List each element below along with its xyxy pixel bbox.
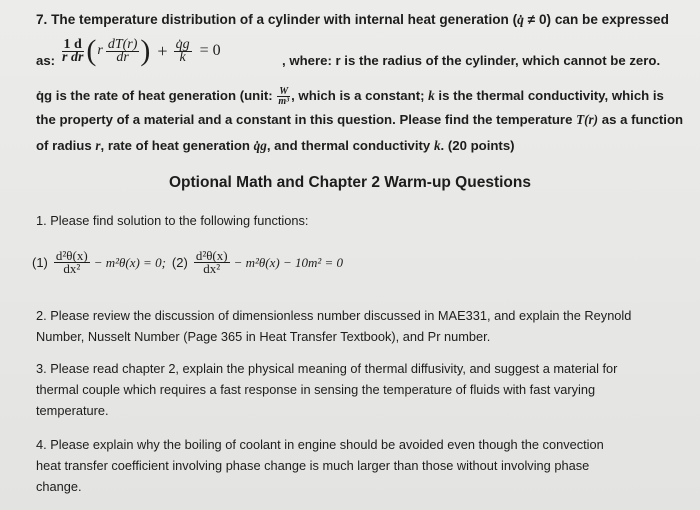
eq-left-paren: ( bbox=[86, 34, 97, 67]
unit-w-per-m3 bbox=[276, 87, 291, 106]
eq-frac1-den: r dr bbox=[62, 49, 84, 65]
question-7-line-4 bbox=[36, 112, 683, 128]
unit-num: W bbox=[279, 86, 289, 97]
optional-q3-line-2: thermal couple which requires a fast response in sensing the temperature of fluids with fast varying bbox=[36, 382, 596, 397]
points-text: . (20 points) bbox=[440, 138, 515, 153]
optional-q4-line-1: 4. Please explain why the boiling of coolant in engine should be avoided even though the convection bbox=[36, 437, 604, 452]
optional-q3-line-1: 3. Please read chapter 2, explain the physical meaning of thermal diffusivity, and suggest a material for bbox=[36, 361, 618, 376]
eq-right-paren: ) bbox=[140, 34, 151, 67]
eq1-label: (1) bbox=[32, 255, 48, 270]
unit-den: m³ bbox=[278, 96, 290, 107]
question-7-line-3 bbox=[36, 87, 664, 106]
question-7-line-5 bbox=[36, 138, 515, 154]
optional-q2-line-2: Number, Nusselt Number (Page 365 in Heat Transfer Textbook), and Pr number. bbox=[36, 329, 491, 344]
eq2-num: d²θ(x) bbox=[195, 248, 228, 263]
optional-q1: 1. Please find solution to the following functions: bbox=[36, 213, 309, 228]
eq1-rest: − m²θ(x) = 0; bbox=[93, 254, 166, 270]
eq2-den: dx² bbox=[203, 261, 221, 276]
eq-equals-zero: = 0 bbox=[199, 42, 221, 59]
of-radius-text: of radius bbox=[36, 138, 92, 153]
eq2-rest: − m²θ(x) − 10m² = 0 bbox=[233, 254, 344, 270]
r-symbol: r bbox=[95, 138, 101, 153]
governing-equation bbox=[60, 36, 221, 66]
eq-frac1-num: 1 d bbox=[63, 36, 82, 52]
question-7-line-1 bbox=[36, 12, 669, 28]
eq1-den: dx² bbox=[63, 261, 81, 276]
q7-condition-text: ≠ 0) can be expressed bbox=[527, 12, 669, 27]
ode-equations bbox=[32, 250, 343, 275]
eq-qg-num: q̇g bbox=[175, 36, 190, 52]
eq-qg-den: k bbox=[179, 49, 186, 65]
constant-text: , which is a constant; bbox=[291, 87, 425, 103]
optional-q4-line-2: heat transfer coefficient involving phase change is much larger than those without involving phase bbox=[36, 458, 590, 473]
T-of-r-symbol: T(r) bbox=[576, 112, 599, 127]
eq-frac-qg-k bbox=[174, 36, 192, 65]
section-heading: Optional Math and Chapter 2 Warm-up Questions bbox=[169, 174, 531, 191]
as-label: as: bbox=[36, 53, 56, 68]
eq-dT-num: dT(r) bbox=[107, 36, 138, 52]
as-function-text: as a function bbox=[601, 112, 684, 127]
where-text: , where: r is the radius of the cylinder, which cannot be zero. bbox=[282, 53, 661, 68]
qdot-symbol: q̇ bbox=[517, 12, 524, 27]
eq-frac-dT-dr bbox=[106, 36, 140, 65]
eq-dT-den: dr bbox=[116, 49, 129, 65]
and-conductivity-text: , and thermal conductivity bbox=[266, 138, 431, 153]
eq2-second-derivative bbox=[194, 250, 230, 275]
eq-r: r bbox=[97, 43, 103, 58]
q7-intro-text: 7. The temperature distribution of a cylinder with internal heat generation ( bbox=[36, 12, 518, 27]
optional-q3-line-3: temperature. bbox=[36, 403, 109, 418]
optional-q4-line-3: change. bbox=[36, 479, 82, 494]
optional-q2-line-1: 2. Please review the discussion of dimensionless number discussed in MAE331, and explain the Reynold bbox=[36, 308, 632, 323]
k-symbol-2: k bbox=[433, 138, 441, 153]
eq1-num: d²θ(x) bbox=[55, 248, 88, 263]
k-symbol: k bbox=[428, 87, 435, 103]
eq2-label: (2) bbox=[171, 255, 188, 270]
eq-plus: + bbox=[157, 40, 168, 61]
qg-symbol: q̇g bbox=[253, 138, 267, 153]
qg-definition-text: q̇g is the rate of heat generation (unit: bbox=[36, 87, 273, 103]
eq1-second-derivative bbox=[54, 250, 90, 275]
eq-frac-1-over-r-d-dr bbox=[60, 36, 85, 65]
find-temperature-text: the property of a material and a constant in this question. Please find the temperature bbox=[36, 112, 573, 127]
rate-text: , rate of heat generation bbox=[100, 138, 250, 153]
conductivity-text: is the thermal conductivity, which is bbox=[438, 87, 664, 103]
